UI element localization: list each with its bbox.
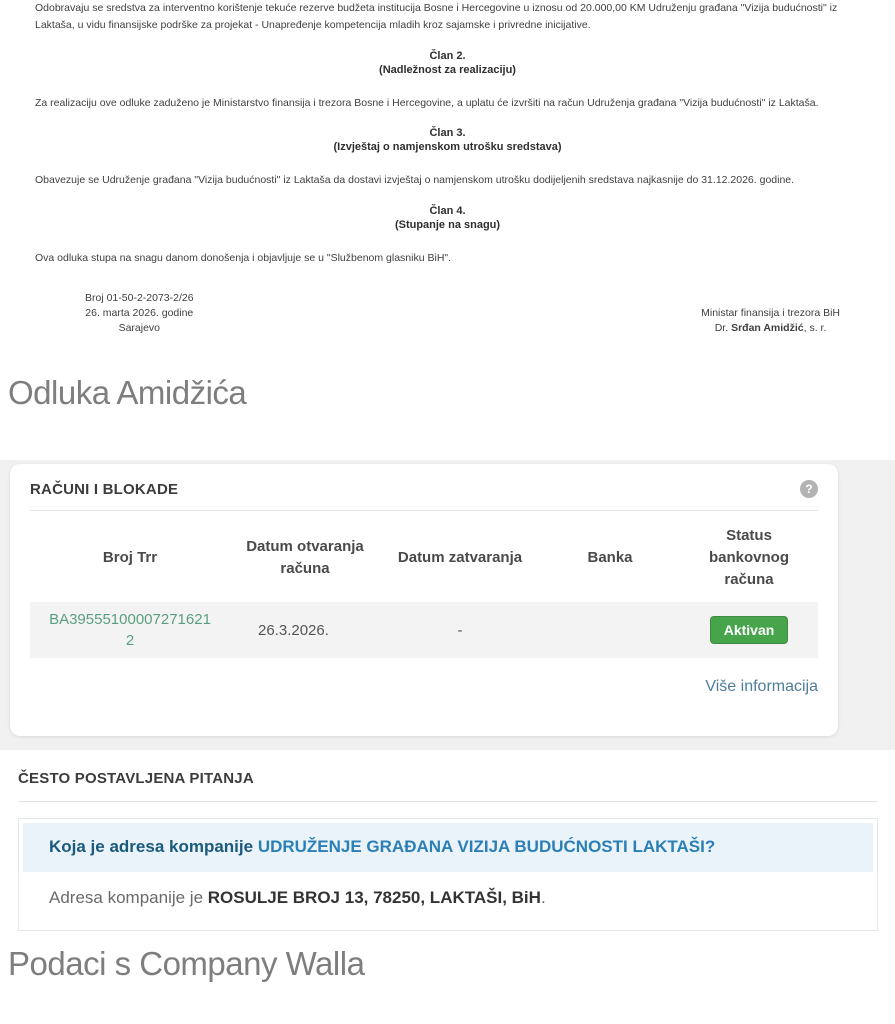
article-2-title: Član 2. xyxy=(429,49,466,62)
accounts-card-header xyxy=(30,480,818,498)
cell-datum-otvaranja: 26.3.2026. xyxy=(258,621,329,639)
caption-company-wall: Podaci s Company Walla xyxy=(8,945,365,982)
faq-answer-prefix: Adresa kompanije je xyxy=(49,888,208,907)
faq-section xyxy=(0,750,895,931)
status-active-button[interactable]: Aktivan xyxy=(710,616,789,644)
account-table-row xyxy=(30,602,818,658)
account-number-link[interactable]: BA395551000072716212 xyxy=(49,611,211,650)
faq-question[interactable] xyxy=(23,823,873,872)
reference-number: Broj 01-50-2-2073-2/26 xyxy=(85,291,194,304)
column-header-banka: Banka xyxy=(587,548,633,566)
faq-item-container xyxy=(18,818,878,931)
signer-title: Ministar finansija i trezora BiH xyxy=(701,306,840,319)
decree-document xyxy=(0,0,895,352)
accounts-table-header xyxy=(30,511,818,602)
column-header-status: Status bankovnog računa xyxy=(708,527,789,588)
accounts-card xyxy=(10,464,838,736)
article-2-heading xyxy=(0,49,895,77)
reference-city: Sarajevo xyxy=(118,321,161,334)
article-2-subtitle: (Nadležnost za realizaciju) xyxy=(379,63,516,76)
cell-broj-trr xyxy=(30,609,230,651)
faq-answer-address: ROSULJE BROJ 13, 78250, LAKTAŠI, BiH xyxy=(207,888,541,907)
article-4-heading xyxy=(0,204,895,232)
article-3-heading xyxy=(0,126,895,154)
article-3-title: Član 3. xyxy=(429,127,466,140)
more-info-link[interactable]: Više informacija xyxy=(705,678,818,696)
faq-title: ČESTO POSTAVLJENA PITANJA xyxy=(18,770,254,787)
cell-status xyxy=(680,616,818,644)
decree-paragraph-1: Odobravaju se sredstva za interventno korištenje tekuće rezerve budžeta institucija Bosne i Hercegovine u iznosu od 20.000,00 KM Udruženju građana "Vizija budućnosti" iz Laktaša, u vidu finansijske podrške za projekat - Unapređenje kompetencija mladih kroz sajamske i privredne inicijative. xyxy=(35,2,838,31)
signer-name: Srđan Amidžić xyxy=(731,321,804,334)
faq-question-prefix: Koja je adresa kompanije xyxy=(49,837,258,856)
article-3-subtitle: (Izvještaj o namjenskom utrošku sredstava) xyxy=(333,141,562,154)
accounts-card-title: RAČUNI I BLOKADE xyxy=(30,480,179,498)
signer-block xyxy=(701,306,840,336)
signer-prefix: Dr. xyxy=(714,321,732,334)
reference-date: 26. marta 2026. godine xyxy=(85,306,194,319)
decree-paragraph-4: Ova odluka stupa na snagu danom donošenja i objavljuje se u "Službenom glasniku BiH". xyxy=(35,252,452,265)
cell-datum-zatvaranja: - xyxy=(457,621,463,639)
help-icon[interactable]: ? xyxy=(800,480,818,498)
accounts-section-background xyxy=(0,460,895,750)
signer-name-line xyxy=(701,321,840,336)
signer-suffix: , s. r. xyxy=(803,321,827,334)
decree-paragraph-3: Obavezuje se Udruženje građana "Vizija budućnosti" iz Laktaša da dostavi izvještaj o namjenskom utrošku dodijeljenih sredstava najkasnije do 31.12.2026. godine. xyxy=(35,174,795,187)
faq-question-company-name: UDRUŽENJE GRAĐANA VIZIJA BUDUĆNOSTI LAKTAŠI? xyxy=(257,837,716,856)
column-header-broj-trr: Broj Trr xyxy=(102,548,158,566)
caption-odluka: Odluka Amidžića xyxy=(8,374,247,411)
faq-answer-suffix: . xyxy=(540,888,546,907)
reference-block xyxy=(85,291,194,336)
column-header-datum-zatvaranja: Datum zatvaranja xyxy=(397,548,523,566)
article-4-title: Član 4. xyxy=(429,205,466,218)
signature-row xyxy=(0,291,895,336)
article-4-subtitle: (Stupanje na snagu) xyxy=(394,219,501,232)
faq-divider xyxy=(18,801,878,802)
faq-answer xyxy=(23,872,873,926)
column-header-datum-otvaranja: Datum otvaranja računa xyxy=(246,537,364,577)
decree-paragraph-2: Za realizaciju ove odluke zaduženo je Ministarstvo finansija i trezora Bosne i Hercegovine, a uplatu će izvršiti na račun Udruženja građana "Vizija budućnosti" iz Laktaša. xyxy=(35,96,819,109)
